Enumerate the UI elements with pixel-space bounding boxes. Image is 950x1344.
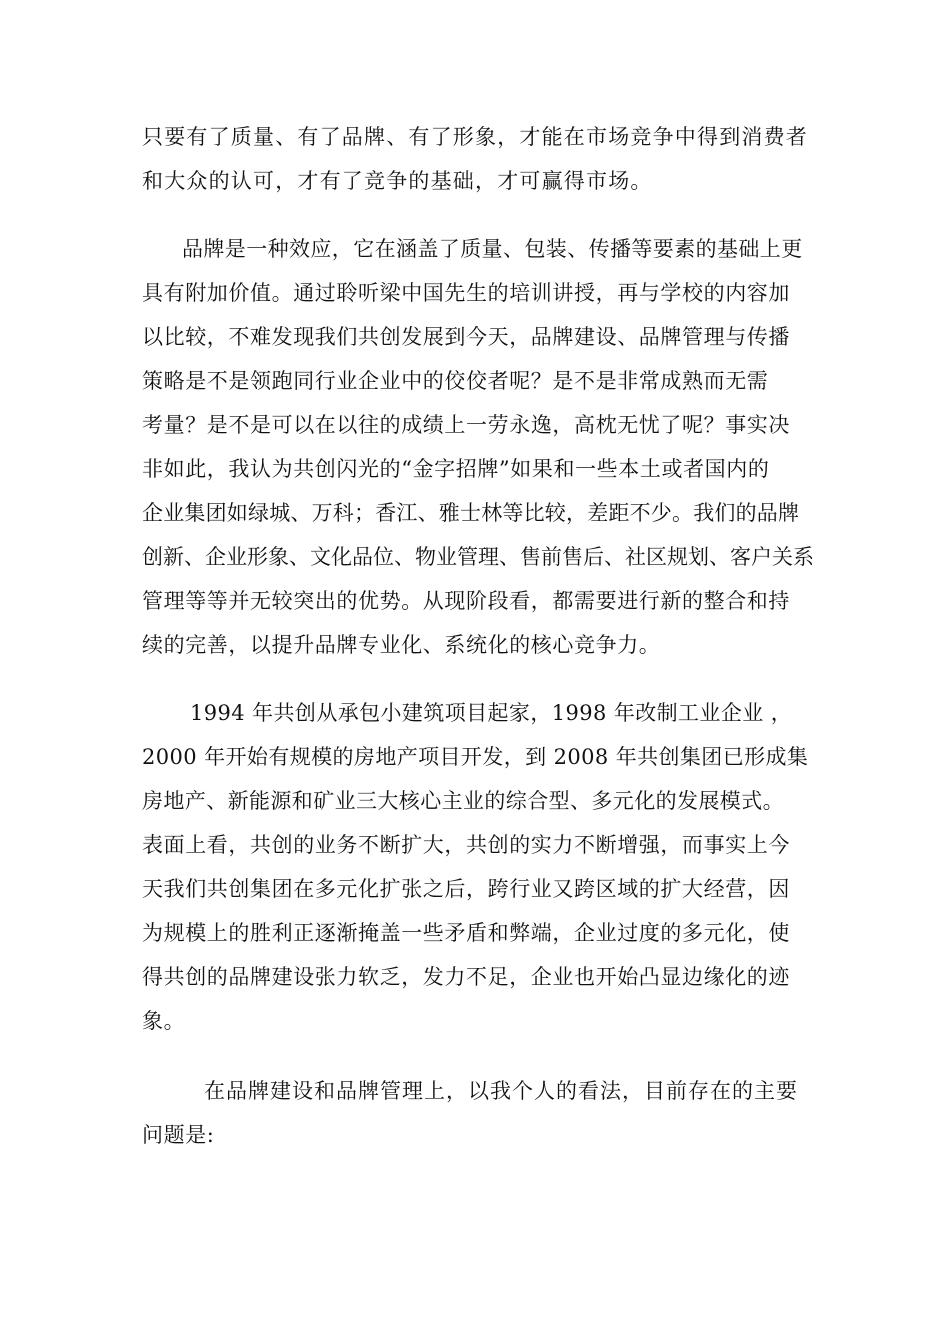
- text-line: 问题是:: [142, 1123, 215, 1147]
- text-line: 房地产、新能源和矿业三大核心主业的综合型、多元化的发展模式。: [142, 789, 784, 813]
- text-line: 管理等等并无较突出的优势。从现阶段看，都需要进行新的整合和持: [142, 589, 790, 613]
- text-line: 具有附加价值。通过聆听梁中国先生的培训讲授，再与学校的内容加: [142, 281, 790, 305]
- text-line: 在品牌建设和品牌管理上，以我个人的看法，目前存在的主要: [204, 1079, 798, 1103]
- text-line: 1994 年共创从承包小建筑项目起家，1998 年改制工业企业 ，: [190, 701, 793, 725]
- text-line: 策略是不是领跑同行业企业中的佼佼者呢？是不是非常成熟而无需: [142, 369, 769, 393]
- text-line: 2000 年开始有规模的房地产项目开发，到 2008 年共创集团已形成集: [142, 745, 809, 769]
- text-line: 考量？是不是可以在以往的成绩上一劳永逸，高枕无忧了呢？事实决: [142, 413, 790, 437]
- text-line: 象。: [142, 1009, 186, 1033]
- text-line: 只要有了质量、有了品牌、有了形象，才能在市场竞争中得到消费者: [142, 125, 808, 149]
- text-line: 非如此，我认为共创闪光的“金字招牌”如果和一些本土或者国内的: [142, 457, 770, 481]
- text-line: 为规模上的胜利正逐渐掩盖一些矛盾和弊端，企业过度的多元化，使: [142, 921, 790, 945]
- text-line: 企业集团如绿城、万科；香江、雅士林等比较，差距不少。我们的品牌: [142, 501, 800, 525]
- text-line: 以比较，不难发现我们共创发展到今天，品牌建设、品牌管理与传播: [142, 325, 790, 349]
- text-line: 表面上看，共创的业务不断扩大，共创的实力不断增强，而事实上今: [142, 833, 790, 857]
- text-line: 续的完善，以提升品牌专业化、系统化的核心竞争力。: [142, 633, 661, 657]
- text-line: 创新、企业形象、文化品位、物业管理、售前售后、社区规划、客户关系: [142, 545, 814, 569]
- text-line: 品牌是一种效应，它在涵盖了质量、包装、传播等要素的基础上更: [182, 237, 803, 261]
- text-line: 天我们共创集团在多元化扩张之后，跨行业又跨区域的扩大经营，因: [142, 877, 790, 901]
- text-line: 得共创的品牌建设张力软乏，发力不足，企业也开始凸显边缘化的迹: [142, 965, 790, 989]
- text-line: 和大众的认可，才有了竞争的基础，才可赢得市场。: [142, 169, 653, 193]
